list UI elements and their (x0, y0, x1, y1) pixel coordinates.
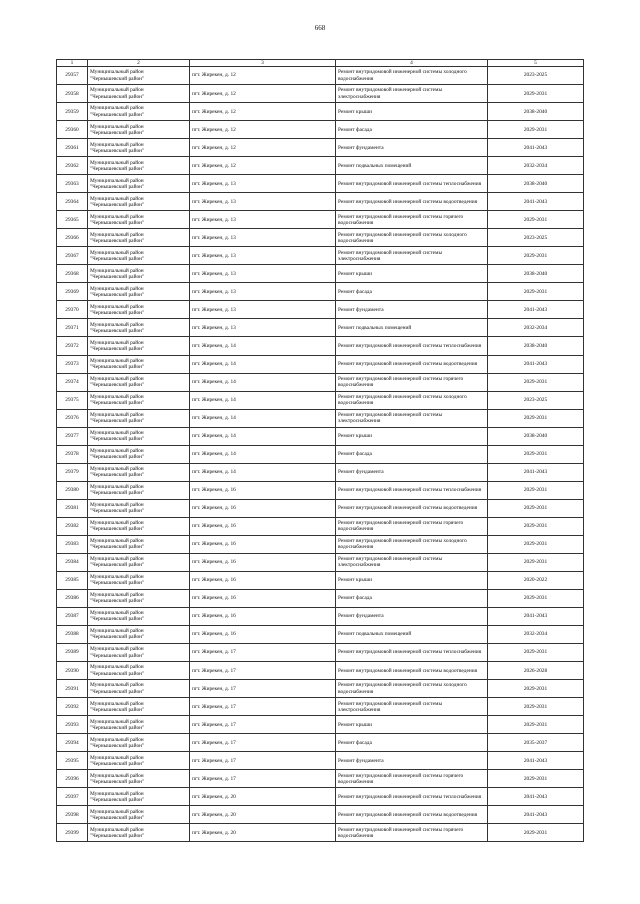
work-type-cell: Ремонт внутридомовой инженерной системы горячего водоснабжения (336, 211, 488, 229)
work-type-cell: Ремонт фасада (336, 734, 488, 752)
row-number-cell: 29358 (57, 85, 88, 103)
address-cell: пгт. Жирекен, д. 16 (190, 625, 336, 643)
address-cell: пгт. Жирекен, д. 17 (190, 680, 336, 698)
address-cell: пгт. Жирекен, д. 17 (190, 644, 336, 662)
work-type-cell: Ремонт внутридомовой инженерной системы холодного водоснабжения (336, 680, 488, 698)
period-cell: 2020-2022 (488, 571, 584, 589)
municipality-cell: Муниципальный район "Чернышевский район" (88, 193, 190, 211)
period-cell: 2038-2040 (488, 265, 584, 283)
row-number-cell: 29382 (57, 517, 88, 535)
work-type-cell: Ремонт внутридомовой инженерной системы холодного водоснабжения (336, 535, 488, 553)
row-number-cell: 29367 (57, 247, 88, 265)
row-number-cell: 29376 (57, 409, 88, 427)
table-row (57, 301, 584, 319)
row-number-cell: 29377 (57, 427, 88, 445)
period-cell: 2038-2040 (488, 337, 584, 355)
period-cell: 2029-2031 (488, 409, 584, 427)
municipality-cell: Муниципальный район "Чернышевский район" (88, 445, 190, 463)
work-type-cell: Ремонт подвальных помещений (336, 625, 488, 643)
work-type-cell: Ремонт фасада (336, 121, 488, 139)
municipality-cell: Муниципальный район "Чернышевский район" (88, 625, 190, 643)
table-row (57, 139, 584, 157)
work-type-cell: Ремонт внутридомовой инженерной системы теплоснабжения (336, 337, 488, 355)
address-cell: пгт. Жирекен, д. 12 (190, 157, 336, 175)
table-row (57, 463, 584, 481)
column-header: 2 (88, 60, 190, 67)
work-type-cell: Ремонт крыши (336, 265, 488, 283)
column-header: 1 (57, 60, 88, 67)
municipality-cell: Муниципальный район "Чернышевский район" (88, 553, 190, 571)
period-cell: 2029-2031 (488, 644, 584, 662)
address-cell: пгт. Жирекен, д. 20 (190, 788, 336, 806)
municipality-cell: Муниципальный район "Чернышевский район" (88, 319, 190, 337)
row-number-cell: 29398 (57, 806, 88, 824)
municipality-cell: Муниципальный район "Чернышевский район" (88, 644, 190, 662)
address-cell: пгт. Жирекен, д. 16 (190, 535, 336, 553)
row-number-cell: 29397 (57, 788, 88, 806)
period-cell: 2041-2043 (488, 301, 584, 319)
row-number-cell: 29359 (57, 103, 88, 121)
work-type-cell: Ремонт внутридомовой инженерной системы горячего водоснабжения (336, 517, 488, 535)
address-cell: пгт. Жирекен, д. 14 (190, 409, 336, 427)
column-number-row (57, 60, 584, 67)
period-cell: 2032-2034 (488, 625, 584, 643)
municipality-cell: Муниципальный район "Чернышевский район" (88, 373, 190, 391)
table-row (57, 193, 584, 211)
row-number-cell: 29373 (57, 355, 88, 373)
municipality-cell: Муниципальный район "Чернышевский район" (88, 824, 190, 842)
table-row (57, 121, 584, 139)
column-header: 3 (190, 60, 336, 67)
address-cell: пгт. Жирекен, д. 20 (190, 806, 336, 824)
municipality-cell: Муниципальный район "Чернышевский район" (88, 571, 190, 589)
municipality-cell: Муниципальный район "Чернышевский район" (88, 607, 190, 625)
period-cell: 2029-2031 (488, 589, 584, 607)
municipality-cell: Муниципальный район "Чернышевский район" (88, 427, 190, 445)
address-cell: пгт. Жирекен, д. 13 (190, 265, 336, 283)
work-type-cell: Ремонт подвальных помещений (336, 157, 488, 175)
table-row (57, 752, 584, 770)
municipality-cell: Муниципальный район "Чернышевский район" (88, 680, 190, 698)
municipality-cell: Муниципальный район "Чернышевский район" (88, 589, 190, 607)
period-cell: 2029-2031 (488, 85, 584, 103)
address-cell: пгт. Жирекен, д. 13 (190, 319, 336, 337)
row-number-cell: 29374 (57, 373, 88, 391)
address-cell: пгт. Жирекен, д. 16 (190, 553, 336, 571)
table-row (57, 355, 584, 373)
work-type-cell: Ремонт фасада (336, 589, 488, 607)
period-cell: 2023-2025 (488, 67, 584, 85)
work-type-cell: Ремонт крыши (336, 716, 488, 734)
address-cell: пгт. Жирекен, д. 12 (190, 103, 336, 121)
row-number-cell: 29368 (57, 265, 88, 283)
period-cell: 2041-2043 (488, 607, 584, 625)
municipality-cell: Муниципальный район "Чернышевский район" (88, 698, 190, 716)
period-cell: 2029-2031 (488, 481, 584, 499)
table-row (57, 499, 584, 517)
work-type-cell: Ремонт крыши (336, 103, 488, 121)
municipality-cell: Муниципальный район "Чернышевский район" (88, 247, 190, 265)
table-row (57, 391, 584, 409)
row-number-cell: 29388 (57, 625, 88, 643)
work-type-cell: Ремонт внутридомовой инженерной системы горячего водоснабжения (336, 824, 488, 842)
address-cell: пгт. Жирекен, д. 14 (190, 337, 336, 355)
address-cell: пгт. Жирекен, д. 12 (190, 67, 336, 85)
municipality-cell: Муниципальный район "Чернышевский район" (88, 211, 190, 229)
address-cell: пгт. Жирекен, д. 13 (190, 193, 336, 211)
period-cell: 2029-2031 (488, 373, 584, 391)
table-row (57, 283, 584, 301)
row-number-cell: 29390 (57, 662, 88, 680)
column-header: 5 (488, 60, 584, 67)
address-cell: пгт. Жирекен, д. 16 (190, 499, 336, 517)
table-row (57, 265, 584, 283)
address-cell: пгт. Жирекен, д. 12 (190, 139, 336, 157)
row-number-cell: 29386 (57, 589, 88, 607)
municipality-cell: Муниципальный район "Чернышевский район" (88, 103, 190, 121)
municipality-cell: Муниципальный район "Чернышевский район" (88, 463, 190, 481)
table-row (57, 175, 584, 193)
row-number-cell: 29361 (57, 139, 88, 157)
row-number-cell: 29375 (57, 391, 88, 409)
address-cell: пгт. Жирекен, д. 20 (190, 824, 336, 842)
table-row (57, 806, 584, 824)
address-cell: пгт. Жирекен, д. 14 (190, 463, 336, 481)
table-row (57, 229, 584, 247)
row-number-cell: 29360 (57, 121, 88, 139)
row-number-cell: 29391 (57, 680, 88, 698)
municipality-cell: Муниципальный район "Чернышевский район" (88, 157, 190, 175)
table-row (57, 157, 584, 175)
municipality-cell: Муниципальный район "Чернышевский район" (88, 121, 190, 139)
period-cell: 2038-2040 (488, 103, 584, 121)
table-row (57, 373, 584, 391)
municipality-cell: Муниципальный район "Чернышевский район" (88, 806, 190, 824)
work-type-cell: Ремонт внутридомовой инженерной системы холодного водоснабжения (336, 229, 488, 247)
repair-schedule-table (56, 59, 584, 842)
row-number-cell: 29383 (57, 535, 88, 553)
row-number-cell: 29381 (57, 499, 88, 517)
work-type-cell: Ремонт фундамента (336, 752, 488, 770)
municipality-cell: Муниципальный район "Чернышевский район" (88, 788, 190, 806)
work-type-cell: Ремонт внутридомовой инженерной системы электроснабжения (336, 409, 488, 427)
municipality-cell: Муниципальный район "Чернышевский район" (88, 85, 190, 103)
row-number-cell: 29378 (57, 445, 88, 463)
page-number: 668 (314, 24, 326, 32)
work-type-cell: Ремонт внутридомовой инженерной системы холодного водоснабжения (336, 67, 488, 85)
period-cell: 2029-2031 (488, 680, 584, 698)
row-number-cell: 29364 (57, 193, 88, 211)
table-row (57, 644, 584, 662)
period-cell: 2041-2043 (488, 355, 584, 373)
row-number-cell: 29357 (57, 67, 88, 85)
row-number-cell: 29395 (57, 752, 88, 770)
period-cell: 2029-2031 (488, 553, 584, 571)
period-cell: 2029-2031 (488, 535, 584, 553)
row-number-cell: 29387 (57, 607, 88, 625)
table-row (57, 734, 584, 752)
period-cell: 2041-2043 (488, 139, 584, 157)
table-row (57, 553, 584, 571)
period-cell: 2026-2028 (488, 662, 584, 680)
address-cell: пгт. Жирекен, д. 17 (190, 698, 336, 716)
work-type-cell: Ремонт внутридомовой инженерной системы электроснабжения (336, 553, 488, 571)
table-row (57, 481, 584, 499)
address-cell: пгт. Жирекен, д. 12 (190, 85, 336, 103)
row-number-cell: 29392 (57, 698, 88, 716)
period-cell: 2029-2031 (488, 824, 584, 842)
work-type-cell: Ремонт фундамента (336, 607, 488, 625)
work-type-cell: Ремонт внутридомовой инженерной системы водоотведения (336, 193, 488, 211)
municipality-cell: Муниципальный район "Чернышевский район" (88, 265, 190, 283)
table-row (57, 247, 584, 265)
row-number-cell: 29363 (57, 175, 88, 193)
municipality-cell: Муниципальный район "Чернышевский район" (88, 139, 190, 157)
table-row (57, 824, 584, 842)
table-row (57, 67, 584, 85)
period-cell: 2029-2031 (488, 445, 584, 463)
period-cell: 2029-2031 (488, 517, 584, 535)
table-row (57, 625, 584, 643)
address-cell: пгт. Жирекен, д. 13 (190, 211, 336, 229)
row-number-cell: 29389 (57, 644, 88, 662)
table-row (57, 716, 584, 734)
row-number-cell: 29393 (57, 716, 88, 734)
table-row (57, 409, 584, 427)
municipality-cell: Муниципальный район "Чернышевский район" (88, 517, 190, 535)
address-cell: пгт. Жирекен, д. 14 (190, 427, 336, 445)
address-cell: пгт. Жирекен, д. 17 (190, 662, 336, 680)
municipality-cell: Муниципальный район "Чернышевский район" (88, 67, 190, 85)
row-number-cell: 29385 (57, 571, 88, 589)
period-cell: 2029-2031 (488, 121, 584, 139)
work-type-cell: Ремонт внутридомовой инженерной системы теплоснабжения (336, 481, 488, 499)
work-type-cell: Ремонт крыши (336, 427, 488, 445)
address-cell: пгт. Жирекен, д. 13 (190, 283, 336, 301)
municipality-cell: Муниципальный район "Чернышевский район" (88, 752, 190, 770)
table-row (57, 571, 584, 589)
table-row (57, 319, 584, 337)
work-type-cell: Ремонт подвальных помещений (336, 319, 488, 337)
work-type-cell: Ремонт внутридомовой инженерной системы горячего водоснабжения (336, 770, 488, 788)
table-row (57, 607, 584, 625)
work-type-cell: Ремонт фасада (336, 445, 488, 463)
work-type-cell: Ремонт фундамента (336, 139, 488, 157)
work-type-cell: Ремонт фундамента (336, 463, 488, 481)
municipality-cell: Муниципальный район "Чернышевский район" (88, 391, 190, 409)
work-type-cell: Ремонт внутридомовой инженерной системы водоотведения (336, 662, 488, 680)
municipality-cell: Муниципальный район "Чернышевский район" (88, 535, 190, 553)
work-type-cell: Ремонт внутридомовой инженерной системы электроснабжения (336, 247, 488, 265)
address-cell: пгт. Жирекен, д. 13 (190, 301, 336, 319)
period-cell: 2041-2043 (488, 806, 584, 824)
column-header: 4 (336, 60, 488, 67)
address-cell: пгт. Жирекен, д. 17 (190, 752, 336, 770)
table-row (57, 770, 584, 788)
period-cell: 2029-2031 (488, 770, 584, 788)
table-row (57, 517, 584, 535)
address-cell: пгт. Жирекен, д. 12 (190, 121, 336, 139)
work-type-cell: Ремонт внутридомовой инженерной системы электроснабжения (336, 85, 488, 103)
period-cell: 2041-2043 (488, 193, 584, 211)
period-cell: 2029-2031 (488, 211, 584, 229)
work-type-cell: Ремонт фундамента (336, 301, 488, 319)
table-row (57, 535, 584, 553)
municipality-cell: Муниципальный район "Чернышевский район" (88, 499, 190, 517)
address-cell: пгт. Жирекен, д. 16 (190, 517, 336, 535)
table-row (57, 103, 584, 121)
table-row (57, 589, 584, 607)
row-number-cell: 29370 (57, 301, 88, 319)
table-row (57, 698, 584, 716)
period-cell: 2023-2025 (488, 391, 584, 409)
period-cell: 2029-2031 (488, 283, 584, 301)
municipality-cell: Муниципальный район "Чернышевский район" (88, 283, 190, 301)
work-type-cell: Ремонт внутридомовой инженерной системы теплоснабжения (336, 788, 488, 806)
address-cell: пгт. Жирекен, д. 14 (190, 391, 336, 409)
period-cell: 2035-2037 (488, 734, 584, 752)
address-cell: пгт. Жирекен, д. 14 (190, 373, 336, 391)
table-row (57, 788, 584, 806)
period-cell: 2029-2031 (488, 247, 584, 265)
municipality-cell: Муниципальный район "Чернышевский район" (88, 301, 190, 319)
table-row (57, 211, 584, 229)
table-body (57, 67, 584, 842)
row-number-cell: 29371 (57, 319, 88, 337)
municipality-cell: Муниципальный район "Чернышевский район" (88, 662, 190, 680)
row-number-cell: 29394 (57, 734, 88, 752)
municipality-cell: Муниципальный район "Чернышевский район" (88, 337, 190, 355)
address-cell: пгт. Жирекен, д. 16 (190, 571, 336, 589)
period-cell: 2023-2025 (488, 229, 584, 247)
table-row (57, 337, 584, 355)
period-cell: 2029-2031 (488, 499, 584, 517)
work-type-cell: Ремонт внутридомовой инженерной системы холодного водоснабжения (336, 391, 488, 409)
work-type-cell: Ремонт фасада (336, 283, 488, 301)
row-number-cell: 29380 (57, 481, 88, 499)
row-number-cell: 29369 (57, 283, 88, 301)
address-cell: пгт. Жирекен, д. 16 (190, 481, 336, 499)
row-number-cell: 29379 (57, 463, 88, 481)
municipality-cell: Муниципальный район "Чернышевский район" (88, 229, 190, 247)
work-type-cell: Ремонт внутридомовой инженерной системы электроснабжения (336, 698, 488, 716)
period-cell: 2041-2043 (488, 463, 584, 481)
table-row (57, 85, 584, 103)
address-cell: пгт. Жирекен, д. 14 (190, 445, 336, 463)
municipality-cell: Муниципальный район "Чернышевский район" (88, 175, 190, 193)
municipality-cell: Муниципальный район "Чернышевский район" (88, 355, 190, 373)
address-cell: пгт. Жирекен, д. 13 (190, 247, 336, 265)
work-type-cell: Ремонт внутридомовой инженерной системы горячего водоснабжения (336, 373, 488, 391)
municipality-cell: Муниципальный район "Чернышевский район" (88, 409, 190, 427)
work-type-cell: Ремонт внутридомовой инженерной системы водоотведения (336, 806, 488, 824)
table-row (57, 662, 584, 680)
period-cell: 2041-2043 (488, 788, 584, 806)
work-type-cell: Ремонт внутридомовой инженерной системы водоотведения (336, 355, 488, 373)
address-cell: пгт. Жирекен, д. 16 (190, 589, 336, 607)
row-number-cell: 29396 (57, 770, 88, 788)
period-cell: 2032-2034 (488, 157, 584, 175)
row-number-cell: 29366 (57, 229, 88, 247)
period-cell: 2041-2043 (488, 752, 584, 770)
row-number-cell: 29399 (57, 824, 88, 842)
address-cell: пгт. Жирекен, д. 14 (190, 355, 336, 373)
municipality-cell: Муниципальный район "Чернышевский район" (88, 716, 190, 734)
address-cell: пгт. Жирекен, д. 13 (190, 229, 336, 247)
row-number-cell: 29384 (57, 553, 88, 571)
municipality-cell: Муниципальный район "Чернышевский район" (88, 481, 190, 499)
period-cell: 2038-2040 (488, 175, 584, 193)
row-number-cell: 29362 (57, 157, 88, 175)
work-type-cell: Ремонт внутридомовой инженерной системы водоотведения (336, 499, 488, 517)
table-row (57, 427, 584, 445)
work-type-cell: Ремонт внутридомовой инженерной системы теплоснабжения (336, 644, 488, 662)
municipality-cell: Муниципальный район "Чернышевский район" (88, 734, 190, 752)
address-cell: пгт. Жирекен, д. 17 (190, 716, 336, 734)
work-type-cell: Ремонт внутридомовой инженерной системы теплоснабжения (336, 175, 488, 193)
period-cell: 2038-2040 (488, 427, 584, 445)
row-number-cell: 29372 (57, 337, 88, 355)
table-row (57, 680, 584, 698)
period-cell: 2029-2031 (488, 716, 584, 734)
row-number-cell: 29365 (57, 211, 88, 229)
work-type-cell: Ремонт крыши (336, 571, 488, 589)
period-cell: 2029-2031 (488, 698, 584, 716)
address-cell: пгт. Жирекен, д. 16 (190, 607, 336, 625)
address-cell: пгт. Жирекен, д. 17 (190, 734, 336, 752)
address-cell: пгт. Жирекен, д. 17 (190, 770, 336, 788)
period-cell: 2032-2034 (488, 319, 584, 337)
address-cell: пгт. Жирекен, д. 13 (190, 175, 336, 193)
municipality-cell: Муниципальный район "Чернышевский район" (88, 770, 190, 788)
table-row (57, 445, 584, 463)
